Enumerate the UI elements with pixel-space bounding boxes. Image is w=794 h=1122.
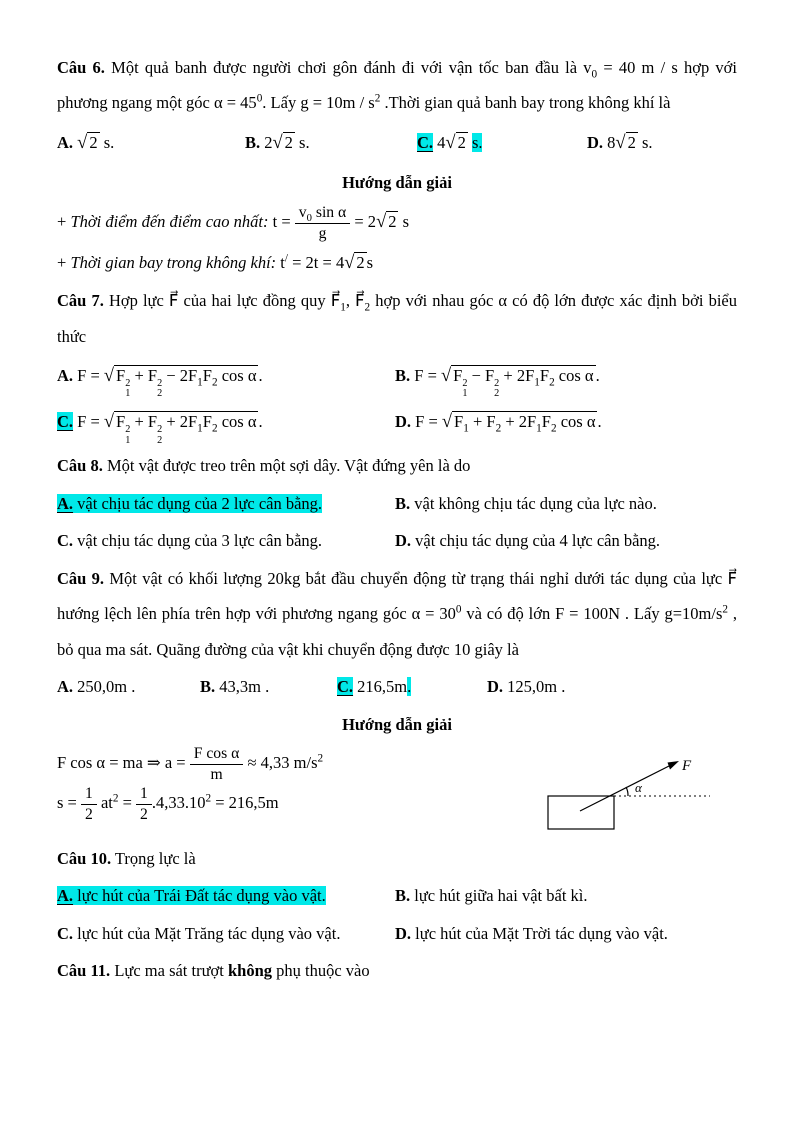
question-7 (57, 283, 737, 446)
question-9-solution-step-2: s = $\frac{1}{2}$ $at^2$ = $\frac{1}{2}$ $.4,33.10^2 = 216,5m$ (57, 785, 279, 823)
question-7-options-row-1 (57, 356, 737, 400)
question-9-option-d: D. 125,0m . (487, 677, 566, 697)
question-8-option-c: C. vật chịu tác dụng của 3 lực cân bằng. (57, 531, 323, 551)
question-9-option-b: B. 43,3m . (200, 677, 270, 697)
question-6-solution-step-1: + Thời điểm đến điểm cao nhất: t = $\frac{v_0 \sin \alpha}{g}$ = 2 √ 2 s (57, 202, 737, 243)
question-9-options (57, 669, 737, 704)
question-6-option-b: B. 2 √ 2 s. (245, 123, 417, 163)
question-6-solution-step-2: + Thời gian bay trong không khí: t/ = 2t = 4 √ 2 s (57, 243, 737, 283)
question-6-option-a: A. √ 2 s. (57, 123, 245, 163)
solution-heading: Hướng dẫn giải (342, 172, 452, 192)
question-10-options-row-1 (57, 878, 737, 913)
question-10-option-c: C. lực hút của Mặt Trăng tác dụng vào vật. (57, 923, 341, 943)
question-11-stem: Câu 11. Lực ma sát trượt không phụ thuộc vào (57, 961, 370, 981)
question-6-stem: Câu 6. Một quả banh được người chơi gôn đánh đi với vận tốc ban đầu là $v_0 = 40$ m / s hợp với phương ngang một góc $\alpha = 45^0$. Lấy $g = 10m / s^2$ .Thời gian quả banh bay trong không khí là (57, 58, 737, 113)
block-rect (548, 796, 614, 829)
question-8-options-row-2 (57, 523, 737, 558)
question-9-stem: Câu 9. Một vật có khối lượng 20kg bắt đầu chuyển động từ trạng thái nghỉ dưới tác dụng của lực F⃗ hướng lệch lên phía trên hợp với phương ngang góc $\alpha = 30^0$ và có độ lớn F = 100N . Lấy $g=10m/s^2$ , bỏ qua ma sát. Quãng đường của vật khi chuyển động được 10 giây là (57, 568, 737, 659)
question-9-solution-step-1: F cos α = ma ⇒ a = $\frac{\text{F cos α}}{m}$ ≈ 4,33 $m/s^2$ (57, 744, 324, 783)
force-arrow-head (668, 761, 680, 770)
question-7-option-b: B. F = √ F 2 1 − F 2 2 + $2F_1F_2$ cos α . (395, 356, 737, 400)
solution-heading: Hướng dẫn giải (342, 714, 452, 734)
question-8-option-a: A. vật chịu tác dụng của 2 lực cân bằng. (57, 493, 323, 513)
angle-label: α (635, 779, 642, 795)
question-8 (57, 448, 737, 558)
question-10-option-b: B. lực hút giữa hai vật bất kì. (395, 886, 588, 906)
question-10 (57, 841, 737, 951)
question-6-options (57, 123, 737, 163)
question-7-option-d: D. F = √ $F_1 + F_2 + 2F_1F_2$ cos α . (395, 402, 737, 442)
question-9-option-a: A. 250,0m . (57, 677, 136, 697)
question-6-option-c: C. 4 √ 2 s. (417, 123, 587, 163)
question-7-options-row-2 (57, 402, 737, 446)
question-6-option-d: D. 8 √ 2 s. (587, 123, 737, 163)
question-10-option-d: D. lực hút của Mặt Trời tác dụng vào vật. (395, 923, 668, 943)
question-8-stem: Câu 8. Một vật được treo trên một sợi dây. Vật đứng yên là do (57, 456, 471, 476)
question-9-option-c: C. 216,5m. (337, 677, 412, 697)
force-vector-label: F⃗ (682, 757, 703, 774)
question-7-stem: Câu 7. Hợp lực F⃗ của hai lực đồng quy $F⃗_1$, $F⃗_2$ hợp với nhau góc α có độ lớn được xác định bởi biểu thức (57, 291, 737, 346)
angle-arc (626, 787, 628, 796)
question-7-option-a: A. F = √ F 2 1 + F 2 2 − $2F_1F_2$ cos α . (57, 356, 395, 400)
question-10-stem: Câu 10. Trọng lực là (57, 848, 196, 868)
question-7-option-c: C. F = √ F 2 1 + F 2 2 + $2F_1F_2$ cos α . (57, 402, 395, 446)
question-10-options-row-2 (57, 916, 737, 951)
question-9 (57, 561, 737, 841)
question-9-solution (57, 744, 737, 841)
force-diagram (540, 756, 715, 841)
question-8-option-d: D. vật chịu tác dụng của 4 lực cân bằng. (395, 531, 661, 551)
question-8-option-b: B. vật không chịu tác dụng của lực nào. (395, 493, 657, 513)
question-8-options-row-1 (57, 486, 737, 521)
question-11 (57, 953, 737, 988)
question-9-solution-steps (57, 744, 540, 824)
question-10-option-a: A. lực hút của Trái Đất tác dụng vào vật. (57, 886, 326, 906)
question-6 (57, 50, 737, 283)
